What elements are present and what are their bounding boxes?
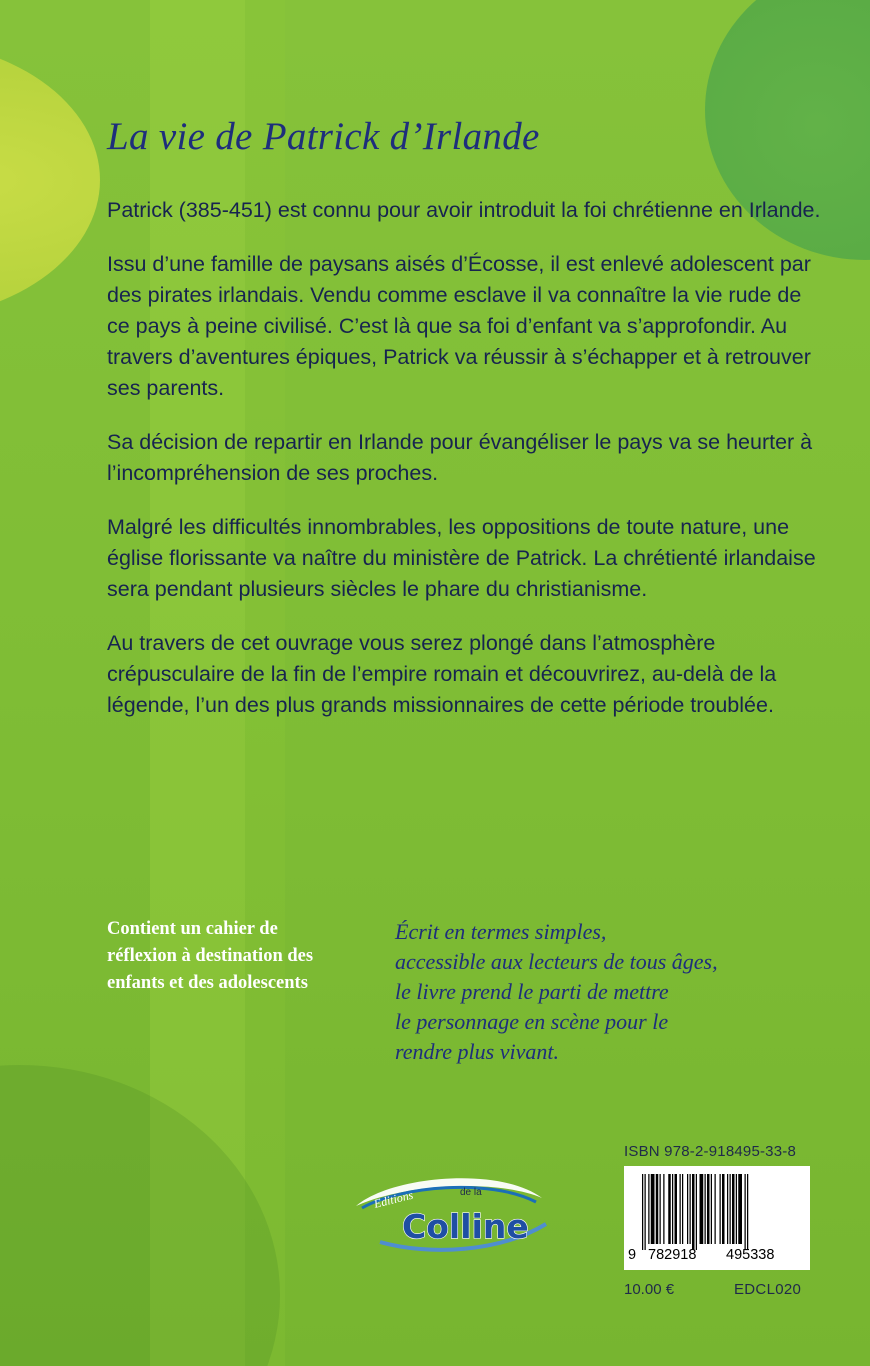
barcode-bar (722, 1174, 725, 1244)
summary-paragraph: Au travers de cet ouvrage vous serez plongé dans l’atmosphère crépusculaire de la fin de l’empire romain et découvrirez, au-delà de la légende, l’un des plus grands missionnaires de cette période troublée. (107, 631, 777, 717)
barcode-digit-group-1: 782918 (648, 1247, 697, 1263)
publisher-logo (350, 1168, 550, 1258)
barcode-bar (687, 1174, 688, 1244)
audience-blurb-line: accessible aux lecteurs de tous âges, (395, 949, 718, 974)
barcode (624, 1166, 810, 1270)
summary-paragraph: Malgré les difficultés innombrables, les oppositions de toute nature, une église florissante va naître du ministère de Patrick. La chrétienté irlandaise sera pendant plusieurs siècles le phare du christianisme. (107, 515, 816, 601)
barcode-bars (624, 1166, 810, 1250)
audience-blurb-line: le livre prend le parti de mettre (395, 979, 669, 1004)
summary-text (107, 195, 827, 744)
summary-paragraph: Patrick (385-451) est connu pour avoir introduit la foi chrétienne en Irlande. (107, 198, 821, 222)
audience-blurb-line: rendre plus vivant. (395, 1039, 559, 1064)
barcode-bar (682, 1174, 683, 1244)
audience-blurb-line: Écrit en termes simples, (395, 919, 607, 944)
barcode-bar (736, 1174, 737, 1244)
barcode-bar (660, 1174, 661, 1244)
publisher-de-la-text: de la (460, 1187, 482, 1198)
barcode-bar (642, 1174, 643, 1250)
barcode-digit-group-2: 495338 (726, 1247, 775, 1263)
audience-blurb-line: le personnage en scène pour le (395, 1009, 669, 1034)
barcode-bar (700, 1174, 704, 1244)
barcode-bar (692, 1174, 695, 1250)
barcode-bar (680, 1174, 681, 1244)
audience-blurb (395, 917, 855, 1067)
price: 10.00 € (624, 1281, 675, 1298)
barcode-digit-lead: 9 (628, 1247, 637, 1263)
barcode-bar (732, 1174, 735, 1244)
barcode-bar (715, 1174, 716, 1244)
barcode-bar (727, 1174, 728, 1244)
barcode-bar (730, 1174, 731, 1244)
barcode-bar (668, 1174, 671, 1244)
barcode-bar (645, 1174, 646, 1250)
summary-paragraph: Sa décision de repartir en Irlande pour évangéliser le pays va se heurter à l’incompréhension de ses proches. (107, 430, 813, 485)
barcode-bar (656, 1174, 659, 1244)
barcode-digits (624, 1247, 810, 1267)
barcode-bar (675, 1174, 678, 1244)
barcode-bar (747, 1174, 748, 1250)
publisher-name: Colline (402, 1207, 529, 1246)
barcode-bar (651, 1174, 655, 1244)
decorative-shape-left (0, 40, 100, 320)
barcode-bar (711, 1174, 712, 1244)
barcode-bar (696, 1174, 697, 1250)
barcode-bar (720, 1174, 721, 1244)
isbn-label: ISBN 978-2-918495-33-8 (624, 1143, 797, 1160)
barcode-bar (705, 1174, 706, 1244)
barcode-bar (672, 1174, 673, 1244)
reference-code: EDCL020 (734, 1281, 802, 1298)
publisher-editions-text: Editions (372, 1187, 415, 1211)
barcode-bar (690, 1174, 691, 1244)
barcode-bar (738, 1174, 742, 1244)
barcode-bar (745, 1174, 746, 1250)
summary-paragraph: Issu d’une famille de paysans aisés d’Écosse, il est enlevé adolescent par des pirates irlandais. Vendu comme esclave il va connaître la vie rude de ce pays à peine civilisé. C’est là que sa foi d’enfant va s’approfondir. Au travers d’aventures épiques, Patrick va réussir à s’échapper et à retrouver ses parents. (107, 252, 811, 400)
barcode-bar (648, 1174, 649, 1244)
workbook-note: Contient un cahier de réflexion à destination des enfants et des adolescents (107, 919, 314, 993)
barcode-bar (663, 1174, 664, 1244)
barcode-bar (707, 1174, 710, 1244)
book-title: La vie de Patrick d’Irlande (107, 115, 540, 158)
